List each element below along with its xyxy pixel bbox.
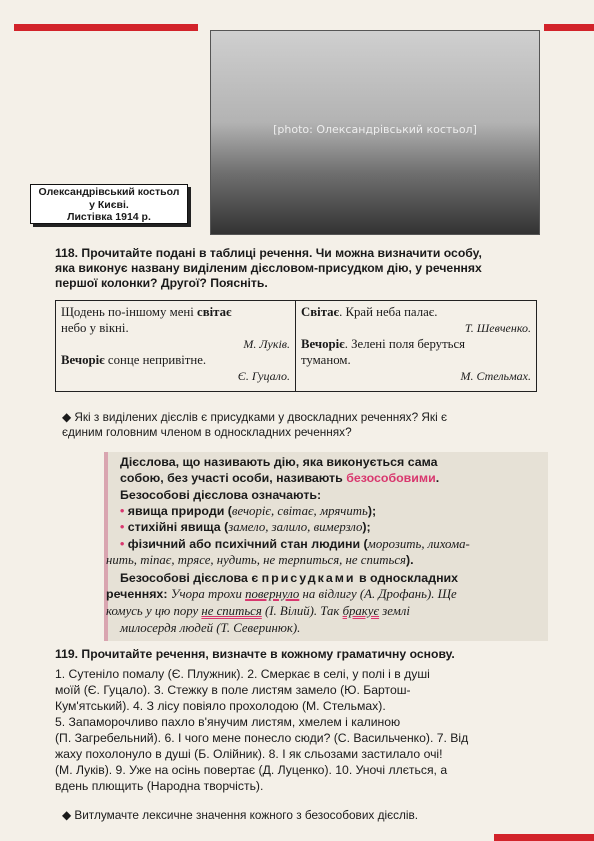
right-author-2: М. Стельмах. [460,369,531,383]
caption-line-3: Листівка 1914 р. [67,211,151,223]
task-119-heading: 119. Прочитайте речення, визначте в кожному граматичну основу. [55,647,455,661]
rule-bullet-3: • фізичний або психічний стан людини (морозить, лихома- [120,537,470,551]
right-sentence-2: Вечоріє. Зелені поля беруться [301,337,466,351]
task-118-line-1: 118. Прочитайте подані в таблиці речення. Чи можна визначити особу, [55,246,482,260]
rule-example-3: милосердя людей (Т. Северинюк). [120,621,301,635]
left-author-1: М. Луків. [243,337,290,351]
rule-example-1: реченнях: Учора трохи повернуло на відлигу (А. Дрофань). Ще [106,587,457,601]
task-119-text: 1. Сутеніло помалу (Є. Плужник). 2. Смеркає в селі, у полі і в душі моїй (Є. Гуцало). 3. Стежку в поле листям замело (Ю. Бартош- Кум'ятський). 4. З лісу повіяло прохолодою (М. Стельмах). 5. Запаморочливо пахло в'янучим листям, хмелем і калиною (П. Загребельний). 6. І чого мене понесло сюди? (С. Васильченко). 7. Від жаху похолонуло в душі (Б. Олійник). 8. І як сльозами застилало очі! (М. Луків). 9. Уже на осінь повертає (Д. Луценко). 10. Уночі ллється, а вдень плющить (Народна творчість). [55,667,469,793]
decorative-red-bar-right [544,24,594,31]
table-left-column [56,301,296,391]
rule-line-3: Безособові дієслова означають: [120,488,322,502]
left-author-2: Є. Гуцало. [237,369,290,383]
caption-line-2: у Києві. [89,198,129,211]
photo-placeholder-label: [photo: Олександрівський костьол] [273,123,477,136]
photo-caption [30,184,188,224]
rule-line-1: Дієслова, що називають дію, яка виконується сама [120,455,438,469]
rule-example-2: комусь у цю пору не спиться (І. Вілий). Так бракує землі [106,604,410,618]
left-sentence-1-cont: небо у вікні. [61,321,129,335]
rule-bullet-1: • явища природи (вечоріє, світає, мрячить); [120,504,377,518]
left-sentence-2: Вечоріє сонце непривітне. [61,353,207,367]
bullet-icon: • [120,537,128,551]
task-118-heading [55,246,545,291]
task-118-line-2: яка виконує названу виділеним дієсловом-присудком дію, у реченнях [55,261,482,275]
right-sentence-1: Світає. Край неба палає. [301,305,438,319]
left-sentence-1: Щодень по-іншому мені світає [61,305,232,319]
term-bezosobovi: безособовими [346,471,436,485]
rule-para-2: Безособові дієслова є присудками в односкладних [120,571,459,585]
decorative-red-bar-left [14,24,198,31]
bullet-icon: • [120,520,128,534]
rule-bullet-3-cont: нить, тіпає, трясе, нудить, не терпиться, не спиться). [106,553,414,567]
question-1: ◆ Які з виділених дієслів є присудками у двоскладних реченнях? Які є єдиним головним членом в односкладних реченнях? [62,410,447,439]
sentence-table [55,300,537,392]
right-sentence-2-cont: туманом. [301,353,351,367]
rule-line-2: собою, без участі особи, називають безособовими. [120,471,440,485]
church-photo [210,30,540,235]
bullet-icon: • [120,504,128,518]
right-author-1: Т. Шевченко. [464,321,531,335]
task-118-line-3: першої колонки? Другої? Поясніть. [55,276,268,290]
table-right-column [296,301,536,391]
caption-line-1: Олександрівський костьол [38,186,180,198]
rule-bullet-2: • стихійні явища (замело, залило, вимерзло); [120,520,371,534]
question-2: ◆ Витлумачте лексичне значення кожного з безособових дієслів. [62,808,419,822]
